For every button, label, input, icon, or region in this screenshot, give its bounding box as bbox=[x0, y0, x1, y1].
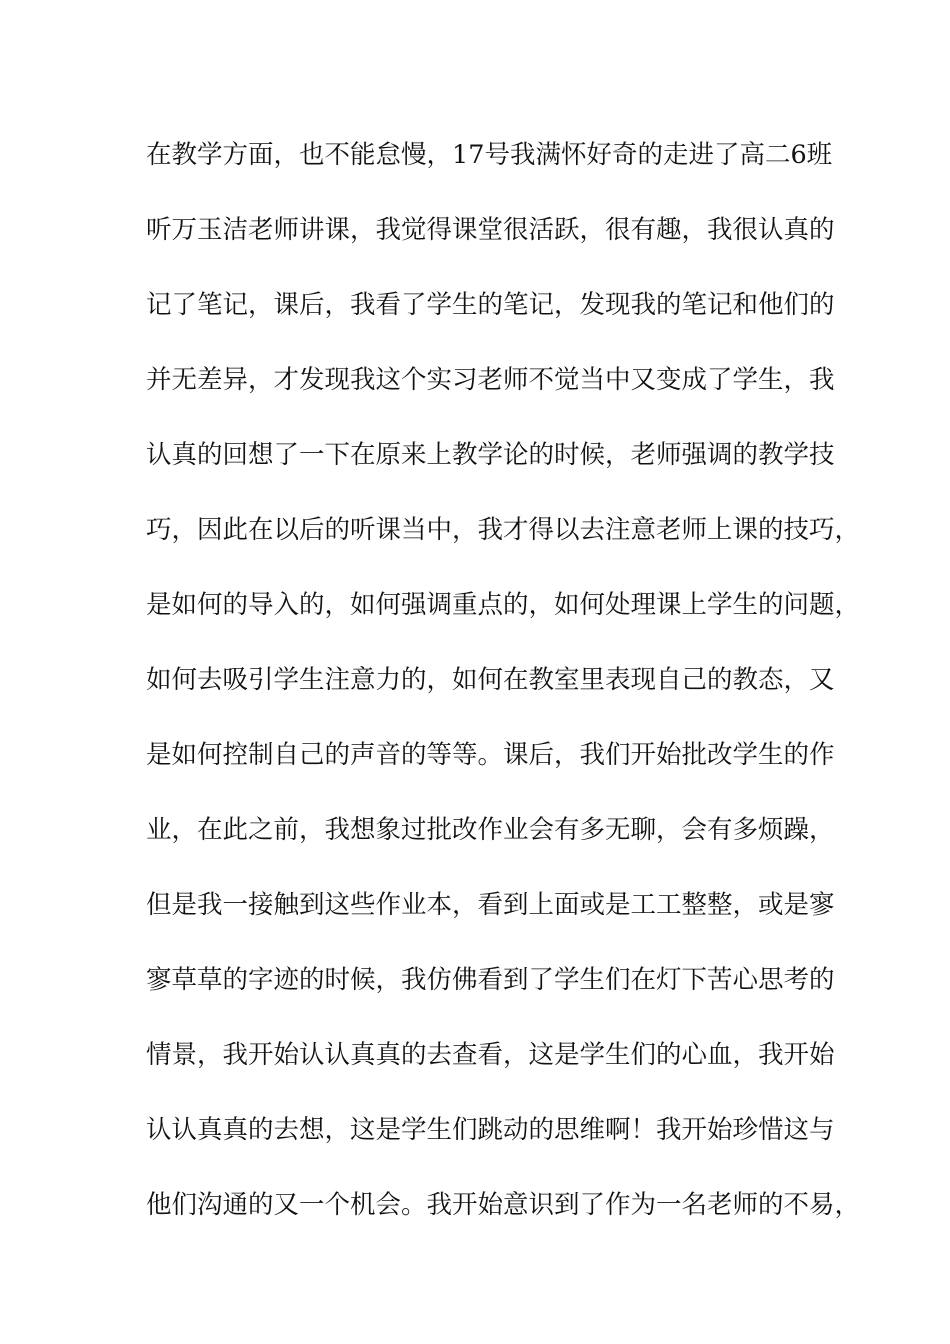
text-line: 记了笔记，课后，我看了学生的笔记，发现我的笔记和他们的 bbox=[146, 290, 835, 320]
text-line: 是如何的导入的，如何强调重点的，如何处理课上学生的问题， bbox=[146, 590, 861, 620]
text-line: 业，在此之前，我想象过批改作业会有多无聊，会有多烦躁， bbox=[146, 815, 835, 845]
text-line: 认认真真的去想，这是学生们跳动的思维啊！我开始珍惜这与 bbox=[146, 1115, 835, 1145]
text-line: 听万玉洁老师讲课，我觉得课堂很活跃，很有趣，我很认真的 bbox=[146, 215, 835, 245]
text-line: 寥草草的字迹的时候，我仿佛看到了学生们在灯下苦心思考的 bbox=[146, 965, 835, 995]
text-line: 他们沟通的又一个机会。我开始意识到了作为一名老师的不易， bbox=[146, 1190, 861, 1220]
text-line: 在教学方面，也不能怠慢，17号我满怀好奇的走进了高二6班 bbox=[146, 140, 833, 170]
text-line: 并无差异，才发现我这个实习老师不觉当中又变成了学生，我 bbox=[146, 365, 835, 395]
text-line: 情景，我开始认认真真的去查看，这是学生们的心血，我开始 bbox=[146, 1040, 835, 1070]
text-line: 是如何控制自己的声音的等等。课后，我们开始批改学生的作 bbox=[146, 740, 835, 770]
text-line: 如何去吸引学生注意力的，如何在教室里表现自己的教态，又 bbox=[146, 665, 835, 695]
text-line: 巧，因此在以后的听课当中，我才得以去注意老师上课的技巧， bbox=[146, 515, 861, 545]
text-line: 认真的回想了一下在原来上教学论的时候，老师强调的教学技 bbox=[146, 440, 835, 470]
text-line: 但是我一接触到这些作业本，看到上面或是工工整整，或是寥 bbox=[146, 890, 835, 920]
